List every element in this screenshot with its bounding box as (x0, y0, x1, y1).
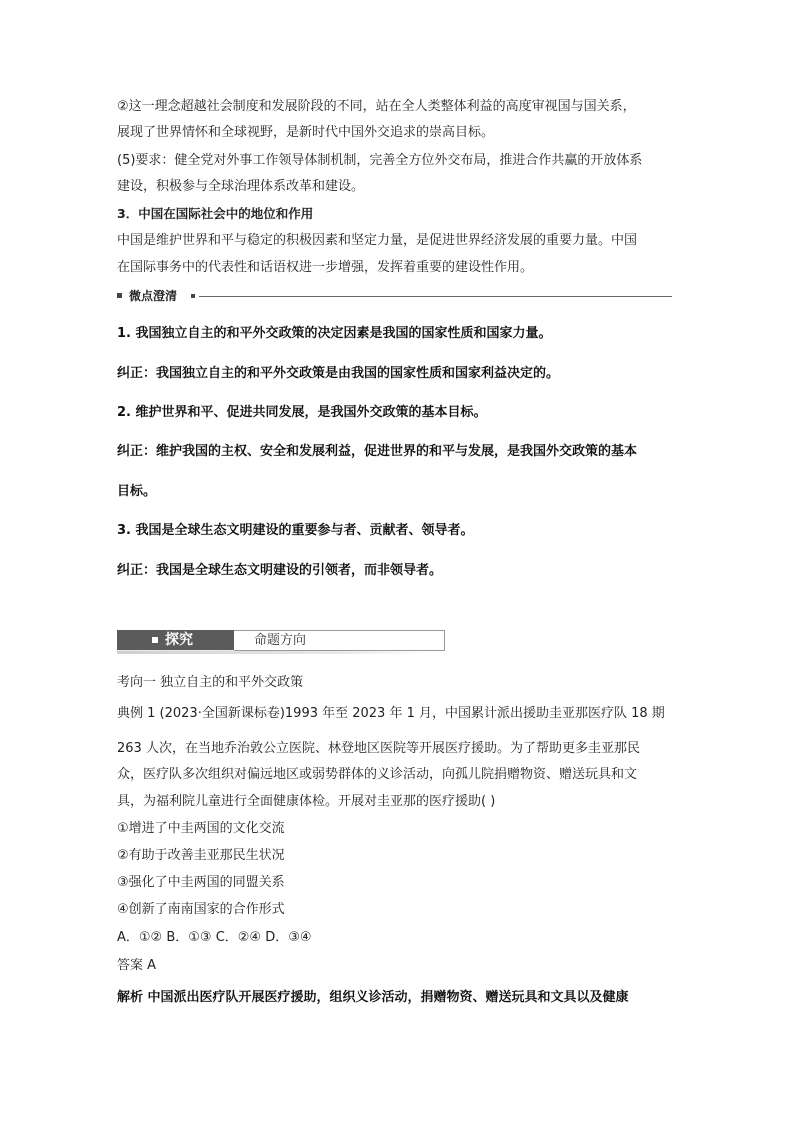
subheading: 3．中国在国际社会中的地位和作用 (117, 206, 314, 221)
paragraph-line: 建设，积极参与全球治理体系改革和建设。 (117, 179, 365, 194)
question-line: 具，为福利院儿童进行全面健康体检。开展对圭亚那的医疗援助( ) (117, 794, 496, 809)
banner-tab-label: 探究 (165, 632, 193, 648)
misconception-item: 1. 我国独立自主的和平外交政策的决定因素是我国的国家性质和国家力量。 (117, 326, 552, 341)
section-title: 微点澄清 (129, 289, 178, 303)
question-line: 众，医疗队多次组织对偏远地区或弱势群体的义诊活动，向孤儿院捐赠物资、赠送玩具和文 (117, 767, 638, 782)
paragraph-line: 展现了世界情怀和全球视野，是新时代中国外交追求的崇高目标。 (117, 125, 495, 140)
question-line: 典例 1 (2023·全国新课标卷)1993 年至 2023 年 1 月，中国累计派出援助圭亚那医疗队 18 期 (117, 706, 665, 721)
correction-text: 纠正：我国是全球生态文明建设的引领者，而非领导者。 (117, 563, 443, 578)
correction-text: 目标。 (117, 484, 157, 499)
question-line: 263 人次，在当地乔治敦公立医院、林登地区医院等开展医疗援助。为了帮助更多圭亚那民 (117, 741, 640, 756)
exam-direction: 考向一 独立自主的和平外交政策 (117, 675, 304, 690)
answer: 答案 A (117, 958, 157, 973)
clarify-section-header (117, 288, 672, 304)
answer-choices: A．①② B．①③ C．②④ D．③④ (117, 930, 312, 945)
banner-tab-label: 命题方向 (254, 633, 307, 648)
paragraph-line: (5)要求：健全党对外事工作领导体制机制，完善全方位外交布局，推进合作共赢的开放体系 (117, 153, 643, 168)
analysis: 解析 中国派出医疗队开展医疗援助，组织义诊活动，捐赠物资、赠送玩具和文具以及健康 (117, 990, 629, 1005)
section-banner (117, 630, 433, 654)
option-item: ①增进了中圭两国的文化交流 (117, 821, 285, 836)
banner-underline (117, 651, 433, 654)
banner-tab-active (117, 630, 234, 650)
correction-text: 纠正：维护我国的主权、安全和发展利益，促进世界的和平与发展，是我国外交政策的基本 (117, 444, 638, 459)
misconception-item: 3. 我国是全球生态文明建设的重要参与者、贡献者、领导者。 (117, 523, 474, 538)
square-bullet-icon (117, 293, 122, 298)
option-item: ③强化了中圭两国的同盟关系 (117, 875, 285, 890)
misconception-item: 2. 维护世界和平、促进共同发展，是我国外交政策的基本目标。 (117, 405, 487, 420)
divider-line (199, 296, 672, 297)
paragraph-line: ②这一理念超越社会制度和发展阶段的不同，站在全人类整体利益的高度审视国与国关系， (117, 99, 636, 114)
square-bullet-icon (152, 637, 158, 643)
paragraph-line: 中国是维护世界和平与稳定的积极因素和坚定力量，是促进世界经济发展的重要力量。中国 (117, 233, 638, 248)
paragraph-line: 在国际事务中的代表性和话语权进一步增强，发挥着重要的建设性作用。 (117, 260, 534, 275)
option-item: ②有助于改善圭亚那民生状况 (117, 848, 285, 863)
option-item: ④创新了南南国家的合作形式 (117, 902, 285, 917)
square-bullet-icon (191, 294, 195, 298)
correction-text: 纠正：我国独立自主的和平外交政策是由我国的国家性质和国家利益决定的。 (117, 366, 560, 381)
banner-tab (234, 630, 445, 651)
